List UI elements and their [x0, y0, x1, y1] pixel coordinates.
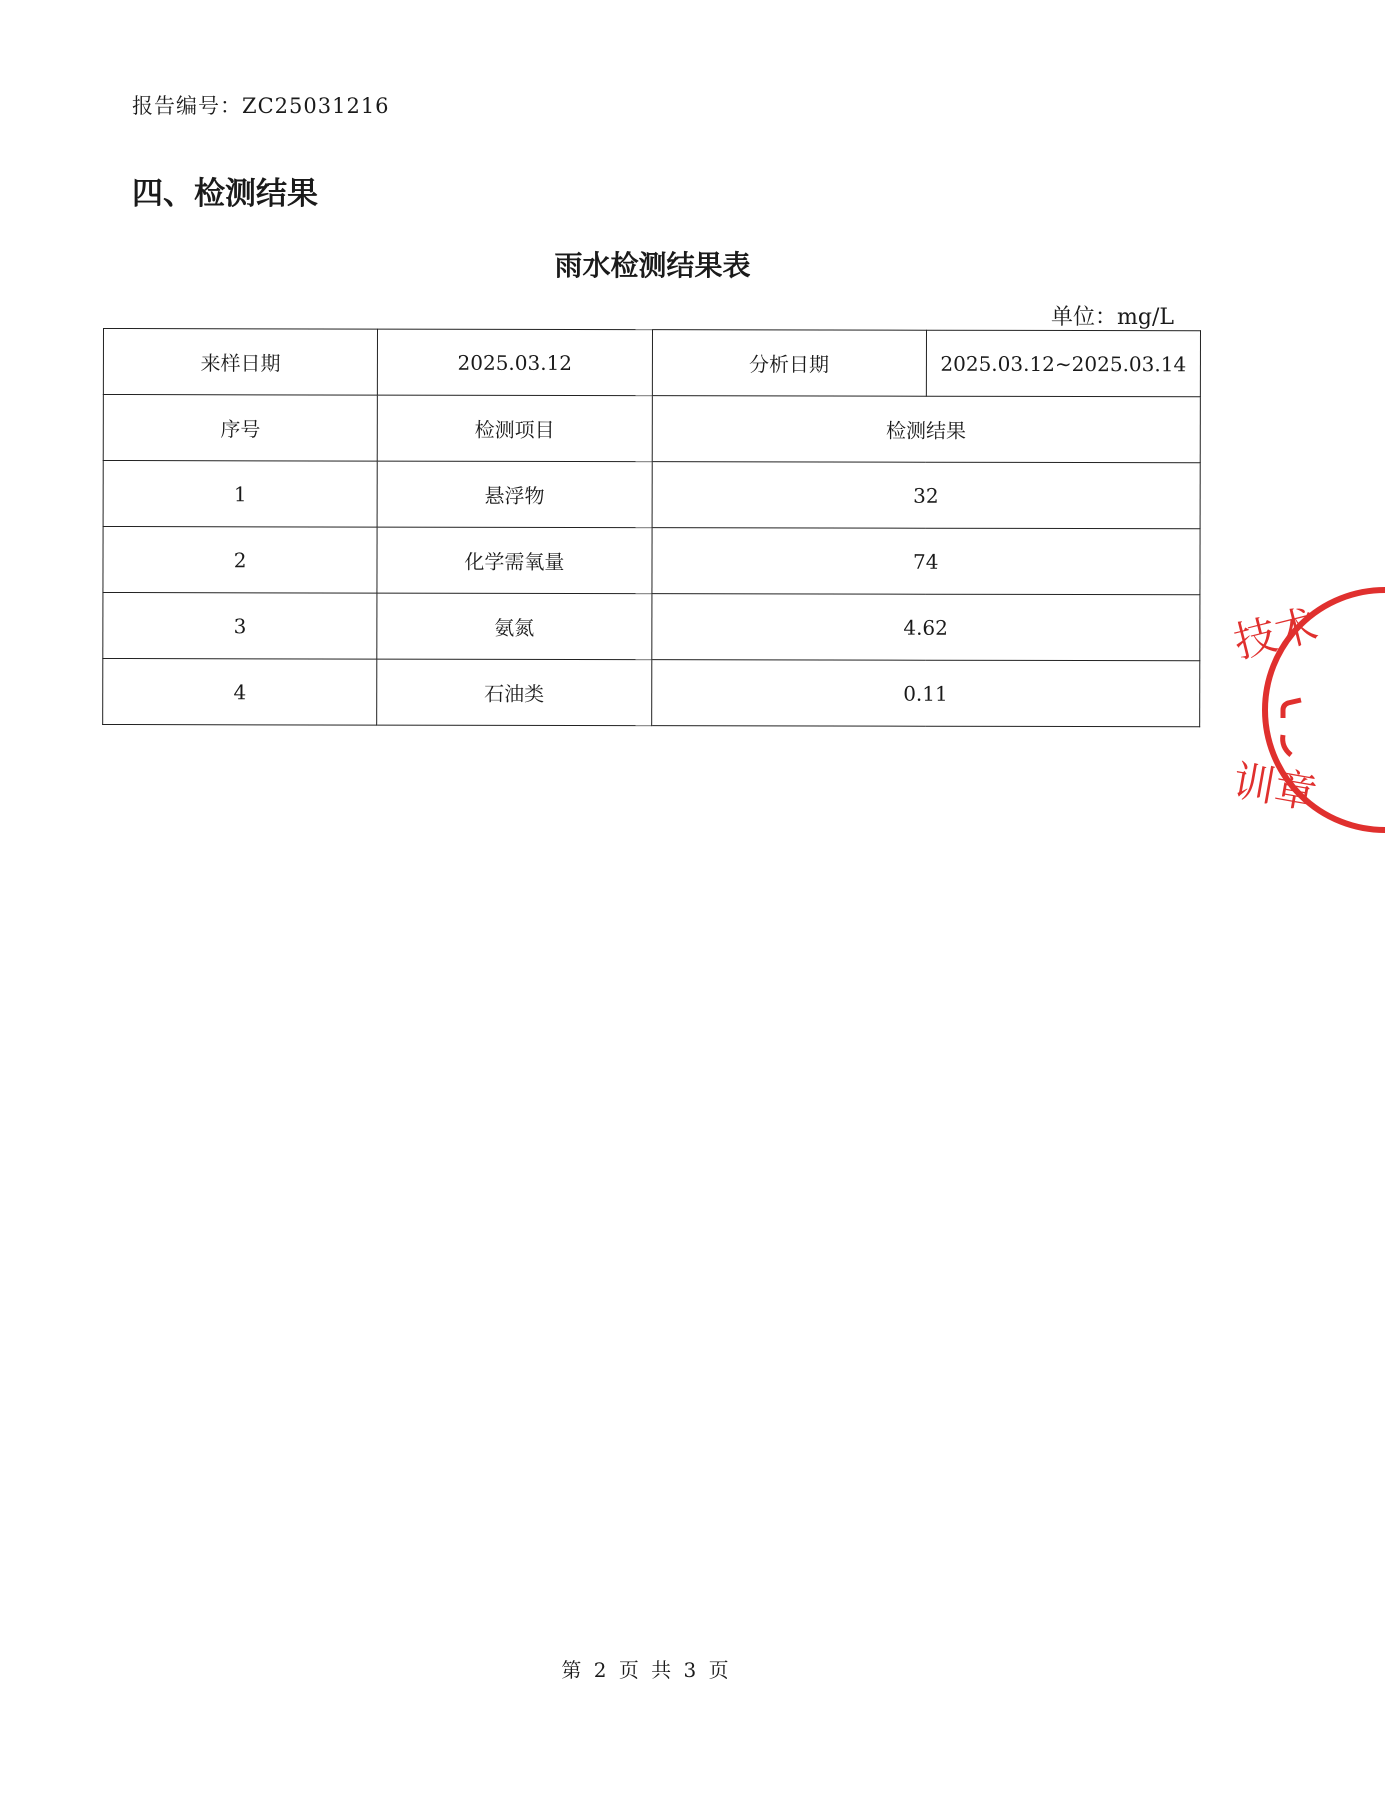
- stamp-text-top: 技术: [1229, 599, 1323, 668]
- unit-label: 单位：mg/L: [1051, 305, 1174, 330]
- section-title: 四、检测结果: [132, 176, 318, 212]
- column-header-no: 序号: [103, 395, 377, 462]
- row-item: 化学需氧量: [377, 527, 651, 594]
- sample-date-label: 来样日期: [103, 329, 377, 396]
- row-no: 2: [103, 527, 377, 594]
- stamp-star-mark: [1283, 700, 1301, 718]
- row-result: 32: [652, 462, 1201, 529]
- table-row: [103, 659, 1200, 727]
- table-title: 雨水检测结果表: [554, 249, 751, 282]
- seal-stamp: [1225, 585, 1385, 835]
- date-row: [103, 329, 1200, 397]
- row-result: 74: [651, 528, 1200, 595]
- stamp-text-bottom: 训章: [1229, 755, 1321, 819]
- row-item: 石油类: [377, 659, 651, 726]
- report-number: 报告编号：ZC25031216: [132, 94, 390, 118]
- row-result: 4.62: [651, 594, 1200, 661]
- sample-date-value: 2025.03.12: [378, 329, 652, 396]
- page-number-footer: 第 2 页 共 3 页: [561, 1658, 729, 1682]
- column-header-result: 检测结果: [652, 396, 1201, 463]
- row-no: 1: [103, 461, 377, 528]
- results-table: [102, 328, 1201, 727]
- row-result: 0.11: [651, 660, 1200, 727]
- row-no: 4: [103, 659, 377, 726]
- column-header-item: 检测项目: [377, 395, 651, 462]
- table-row: [103, 461, 1200, 529]
- row-no: 3: [103, 593, 377, 660]
- stamp-bracket-mark: [1283, 735, 1291, 755]
- analysis-date-label: 分析日期: [652, 330, 926, 397]
- row-item: 氨氮: [377, 593, 651, 660]
- table-row: [103, 593, 1200, 661]
- table-row: [103, 527, 1200, 595]
- analysis-date-value: 2025.03.12~2025.03.14: [926, 330, 1200, 397]
- header-row: [103, 395, 1200, 463]
- row-item: 悬浮物: [377, 461, 651, 528]
